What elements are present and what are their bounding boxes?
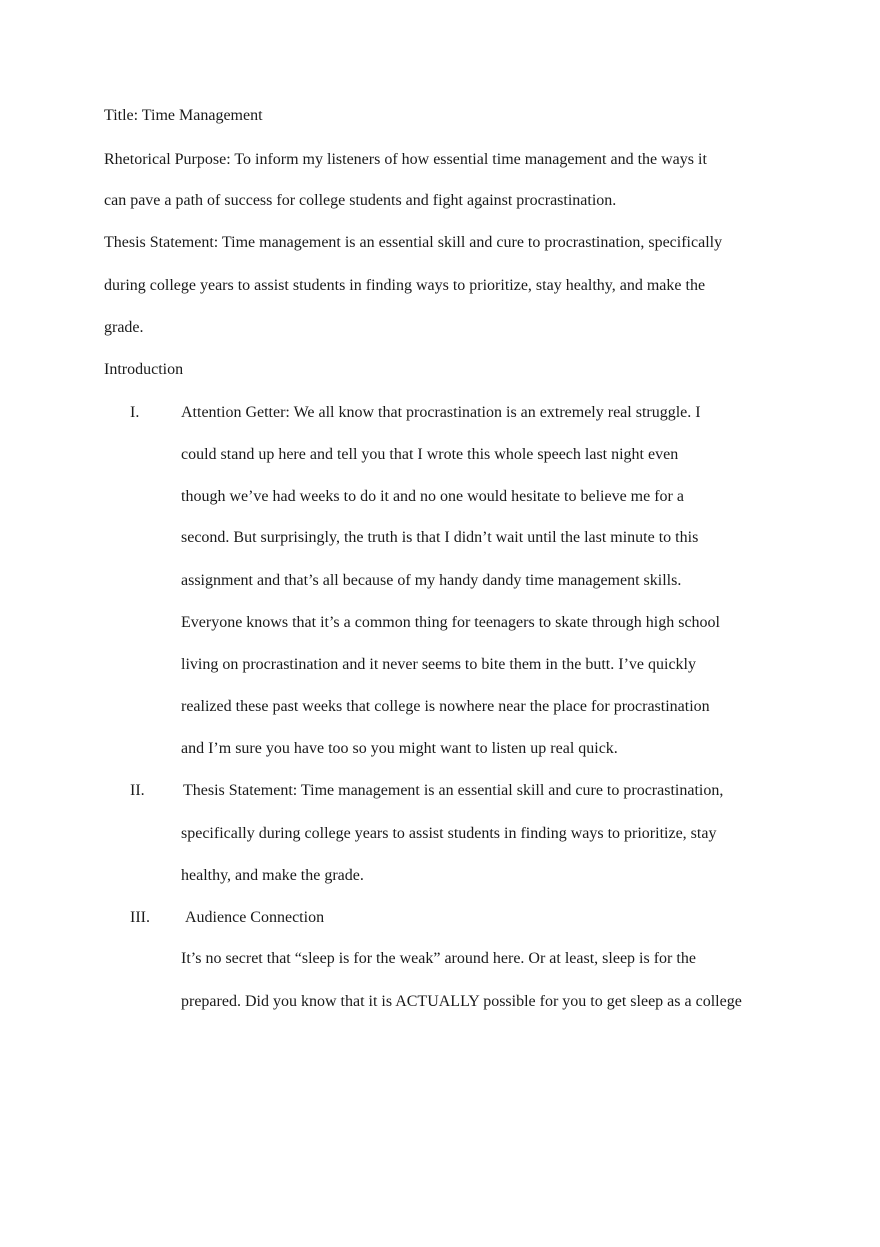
outline-line: could stand up here and tell you that I wrote this whole speech last night even (181, 446, 679, 463)
outline-line: It’s no secret that “sleep is for the weak” around here. Or at least, sleep is for the (181, 950, 696, 967)
outline-line: living on procrastination and it never seems to bite them in the butt. I’ve quickly (181, 656, 696, 673)
outline-line: healthy, and make the grade. (181, 867, 364, 884)
section-heading: Introduction (104, 361, 184, 378)
outline-line: though we’ve had weeks to do it and no one would hesitate to believe me for a (181, 488, 684, 505)
purpose-line: Rhetorical Purpose: To inform my listeners of how essential time management and the ways it (104, 151, 707, 168)
thesis-line: grade. (104, 319, 144, 336)
outline-line: assignment and that’s all because of my handy dandy time management skills. (181, 572, 682, 589)
outline-line: Audience Connection (185, 909, 325, 926)
thesis-line: Thesis Statement: Time management is an essential skill and cure to procrastination, specifically (104, 234, 723, 251)
outline-numeral: III. (130, 909, 150, 926)
thesis-line: during college years to assist students in finding ways to prioritize, stay healthy, and make the (104, 277, 706, 294)
outline-numeral: I. (130, 404, 140, 421)
outline-line: prepared. Did you know that it is ACTUALLY possible for you to get sleep as a college (181, 993, 742, 1010)
outline-line: specifically during college years to assist students in finding ways to prioritize, stay (181, 825, 717, 842)
outline-line: Thesis Statement: Time management is an essential skill and cure to procrastination, (183, 782, 724, 799)
outline-line: second. But surprisingly, the truth is that I didn’t wait until the last minute to this (181, 529, 699, 546)
outline-line: Everyone knows that it’s a common thing for teenagers to skate through high school (181, 614, 720, 631)
outline-line: realized these past weeks that college is nowhere near the place for procrastination (181, 698, 710, 715)
outline-line: Attention Getter: We all know that procrastination is an extremely real struggle. I (181, 404, 701, 421)
outline-numeral: II. (130, 782, 145, 799)
document-title: Title: Time Management (104, 107, 263, 124)
purpose-line: can pave a path of success for college students and fight against procrastination. (104, 192, 617, 209)
outline-line: and I’m sure you have too so you might want to listen up real quick. (181, 740, 618, 757)
